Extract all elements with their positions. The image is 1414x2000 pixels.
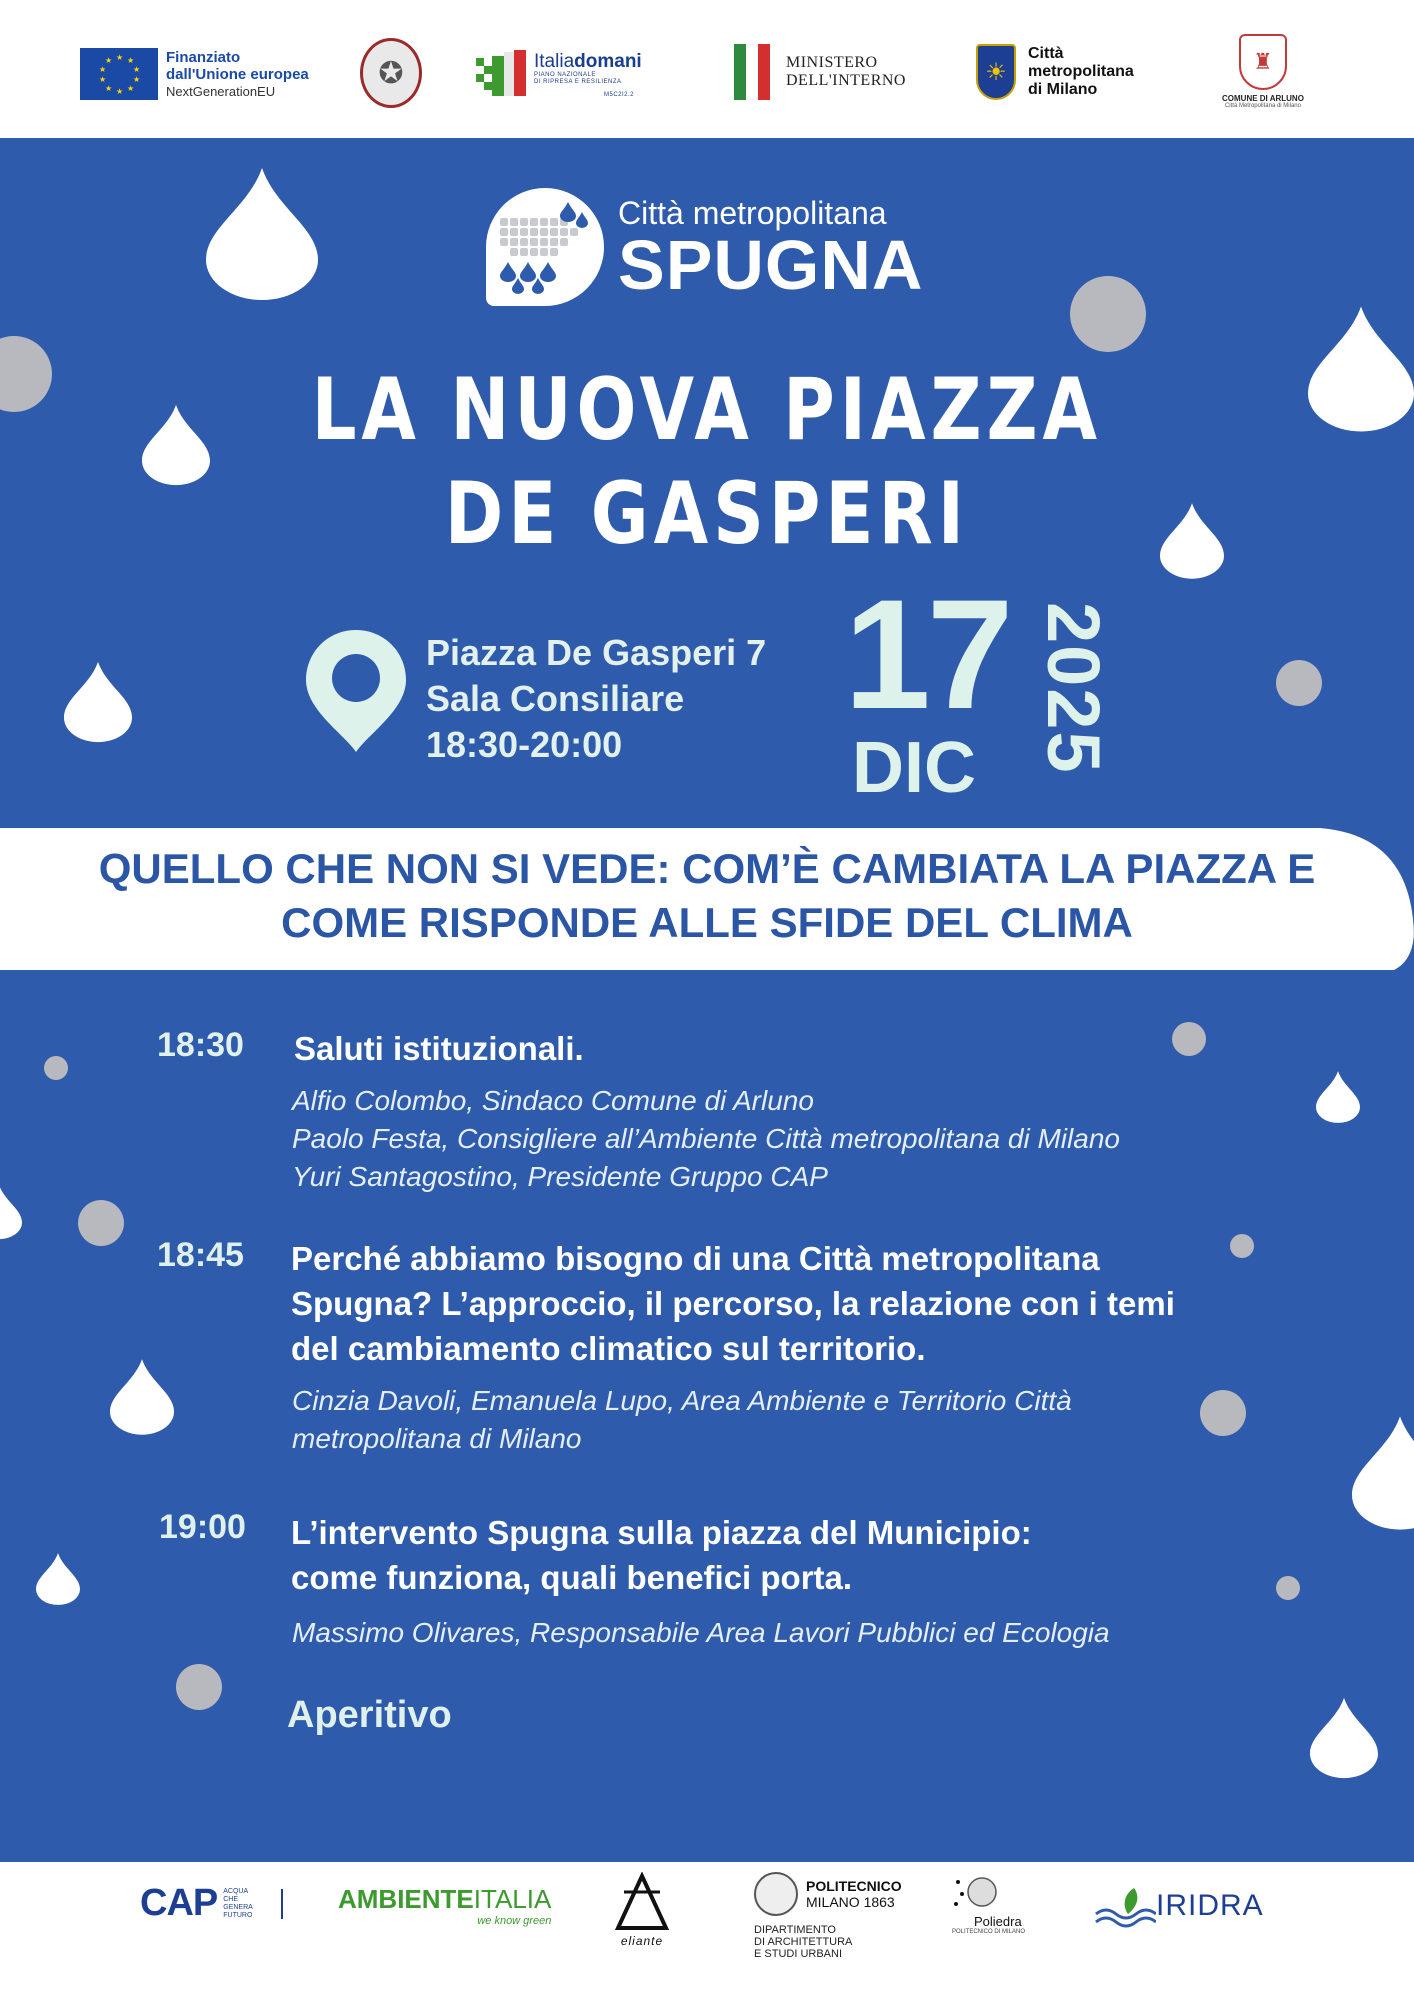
ministero-interno-logo bbox=[734, 44, 906, 100]
ministero-line-1: MINISTERO bbox=[786, 54, 878, 71]
agenda-title-line: Perché abbiamo bisogno di una Città metropolitana bbox=[291, 1240, 1100, 1277]
sponsor-logos-footer bbox=[0, 1862, 1414, 2000]
water-drop-icon bbox=[110, 1358, 174, 1436]
event-day: 17 bbox=[844, 568, 1010, 742]
cmm-line-2: metropolitana bbox=[1028, 63, 1134, 80]
eu-line-3: NextGenerationEU bbox=[166, 83, 276, 99]
divider bbox=[281, 1889, 283, 1919]
aperitivo-label: Aperitivo bbox=[287, 1694, 452, 1736]
ambiente-tagline: we know green bbox=[477, 1915, 552, 1927]
agenda-title-line: Spugna? L’approccio, il percorso, la relazione con i temi bbox=[291, 1285, 1175, 1322]
eliante-name: eliante bbox=[620, 1934, 664, 1948]
italiadomani-sub-2: DI RIPRESA E RESILIENZA bbox=[534, 78, 622, 85]
event-month: DIC bbox=[852, 728, 976, 808]
spugna-mark-icon bbox=[486, 188, 604, 306]
eu-logo bbox=[80, 48, 309, 100]
polimi-dip-line: E STUDI URBANI bbox=[754, 1948, 843, 1960]
event-title-line-2: DE GASPERI bbox=[444, 464, 969, 564]
water-drop-icon bbox=[0, 1184, 22, 1240]
agenda-speakers bbox=[292, 1382, 1072, 1458]
agenda-speaker-line: metropolitana di Milano bbox=[292, 1423, 582, 1454]
citta-metropolitana-spugna-logo bbox=[486, 188, 923, 306]
italian-flag-icon bbox=[734, 44, 770, 100]
citta-metropolitana-milano-logo bbox=[976, 44, 1134, 100]
polimi-line-1: POLITECNICO bbox=[806, 1878, 902, 1894]
water-drop-icon bbox=[36, 1552, 80, 1606]
event-location bbox=[426, 630, 766, 768]
agenda-speaker-line: Yuri Santagostino, Presidente Gruppo CAP bbox=[292, 1161, 828, 1192]
agenda-time: 18:45 bbox=[157, 1236, 244, 1274]
italiadomani-code: M5C2I2.2 bbox=[604, 91, 635, 98]
event-title bbox=[127, 358, 1286, 566]
milano-shield-icon: ☀ bbox=[976, 44, 1016, 100]
grey-dot bbox=[78, 1200, 124, 1246]
water-drop-icon bbox=[1352, 1414, 1414, 1532]
agenda-speaker-line: Alfio Colombo, Sindaco Comune di Arluno bbox=[292, 1085, 814, 1116]
grey-dot bbox=[1172, 1022, 1206, 1056]
republic-star-icon: ✪ bbox=[360, 38, 422, 108]
agenda-speaker-line: Paolo Festa, Consigliere all’Ambiente Città metropolitana di Milano bbox=[292, 1123, 1120, 1154]
water-drop-icon bbox=[64, 660, 132, 744]
cap-sub: CHE bbox=[223, 1895, 239, 1903]
grey-dot bbox=[1230, 1234, 1254, 1258]
agenda-speaker-line: Cinzia Davoli, Emanuela Lupo, Area Ambiente e Territorio Città bbox=[292, 1385, 1072, 1416]
iridra-name: IRIDRA bbox=[1156, 1889, 1264, 1922]
event-title-line-1: LA NUOVA PIAZZA bbox=[311, 360, 1103, 460]
italiadomani-word-b: domani bbox=[574, 50, 642, 72]
water-drop-icon bbox=[206, 168, 318, 300]
polimi-dip-line: DI ARCHITETTURA bbox=[754, 1936, 853, 1948]
arluno-crest-icon: ♜ bbox=[1239, 34, 1287, 90]
grey-dot bbox=[176, 1664, 222, 1710]
italian-republic-emblem bbox=[360, 38, 422, 108]
agenda-title-line: come funziona, quali benefici porta. bbox=[291, 1559, 853, 1596]
cap-name: CAP bbox=[140, 1882, 218, 1924]
iridra-logo bbox=[1094, 1884, 1264, 1928]
agenda-title-line: L’intervento Spugna sulla piazza del Municipio: bbox=[291, 1514, 1032, 1551]
ambiente-italia-logo bbox=[338, 1884, 551, 1927]
agenda-speakers bbox=[292, 1082, 1120, 1196]
event-address: Piazza De Gasperi 7 bbox=[426, 632, 767, 673]
polimi-line-2: MILANO 1863 bbox=[806, 1894, 895, 1910]
brand-line-1: Città metropolitana bbox=[618, 195, 887, 231]
arluno-name: COMUNE DI ARLUNO bbox=[1222, 94, 1304, 103]
poliedra-logo bbox=[952, 1874, 1025, 1935]
eu-line-2: dall'Unione europea bbox=[166, 65, 309, 83]
italiadomani-sub-1: PIANO NAZIONALE bbox=[534, 71, 596, 78]
eliante-logo bbox=[614, 1872, 670, 1948]
eu-line-1: Finanziato bbox=[166, 48, 241, 66]
water-drop-icon bbox=[1316, 1070, 1360, 1124]
agenda-time: 18:30 bbox=[157, 1026, 244, 1064]
ambiente-word-b: ITALIA bbox=[473, 1884, 552, 1914]
poliedra-sub: POLITECNICO DI MILANO bbox=[952, 1929, 1026, 1935]
brand-line-2: SPUGNA bbox=[618, 226, 924, 304]
grey-dot bbox=[1070, 276, 1146, 352]
location-pin-icon bbox=[306, 630, 406, 752]
eliante-triangle-icon bbox=[614, 1872, 670, 1934]
iridra-wave-icon bbox=[1094, 1884, 1156, 1928]
agenda-title bbox=[291, 1236, 1175, 1371]
agenda-bottom-edge bbox=[0, 1790, 1414, 1870]
politecnico-seal-icon bbox=[754, 1872, 798, 1916]
grey-dot bbox=[1276, 660, 1322, 706]
eu-flag-icon: ★ ★ ★ ★ ★ ★ ★ ★ ★ ★ bbox=[80, 48, 158, 100]
partner-logos-header bbox=[0, 0, 1414, 138]
agenda-title-line: del cambiamento climatico sul territorio. bbox=[291, 1330, 926, 1367]
poliedra-name: Poliedra bbox=[974, 1914, 1022, 1929]
event-subtitle bbox=[0, 842, 1414, 950]
cap-sub: FUTURO bbox=[223, 1911, 253, 1919]
agenda-speaker-line: Massimo Olivares, Responsabile Area Lavori Pubblici ed Ecologia bbox=[292, 1617, 1110, 1648]
event-hours: 18:30-20:00 bbox=[426, 724, 623, 765]
italiadomani-word-a: Italia bbox=[534, 50, 575, 72]
italiadomani-flag-icon bbox=[474, 48, 528, 102]
agenda-time: 19:00 bbox=[159, 1508, 246, 1546]
poliedra-dots-icon bbox=[952, 1874, 1012, 1914]
cmm-line-3: di Milano bbox=[1028, 81, 1098, 98]
agenda-title bbox=[291, 1510, 1032, 1600]
cmm-line-1: Città bbox=[1028, 45, 1064, 62]
grey-dot bbox=[1200, 1390, 1246, 1436]
polimi-dip-line: DIPARTIMENTO bbox=[754, 1924, 836, 1936]
ambiente-word-a: AMBIENTE bbox=[338, 1884, 474, 1914]
event-subtitle-line-1: QUELLO CHE NON SI VEDE: COM’È CAMBIATA LA PIAZZA E bbox=[98, 845, 1316, 892]
grey-dot bbox=[44, 1056, 68, 1080]
italiadomani-logo bbox=[474, 48, 642, 102]
arluno-sub: Città Metropolitana di Milano bbox=[1224, 103, 1301, 109]
agenda-title-line: Saluti istituzionali. bbox=[294, 1030, 584, 1067]
water-drop-icon bbox=[1308, 302, 1414, 436]
cap-sub: GENERA bbox=[223, 1903, 253, 1911]
politecnico-milano-logo bbox=[754, 1872, 902, 1960]
ministero-line-2: DELL'INTERNO bbox=[786, 72, 906, 89]
event-subtitle-line-2: COME RISPONDE ALLE SFIDE DEL CLIMA bbox=[281, 899, 1133, 946]
agenda-title bbox=[294, 1026, 584, 1071]
comune-arluno-logo bbox=[1222, 34, 1304, 109]
cap-logo bbox=[140, 1882, 283, 1925]
event-room: Sala Consiliare bbox=[426, 678, 685, 719]
cap-sub: ACQUA bbox=[223, 1887, 249, 1895]
grey-dot bbox=[1276, 1576, 1300, 1600]
agenda-speakers bbox=[292, 1614, 1110, 1652]
event-year: 2025 bbox=[1032, 602, 1115, 775]
water-drop-icon bbox=[1310, 1696, 1378, 1780]
